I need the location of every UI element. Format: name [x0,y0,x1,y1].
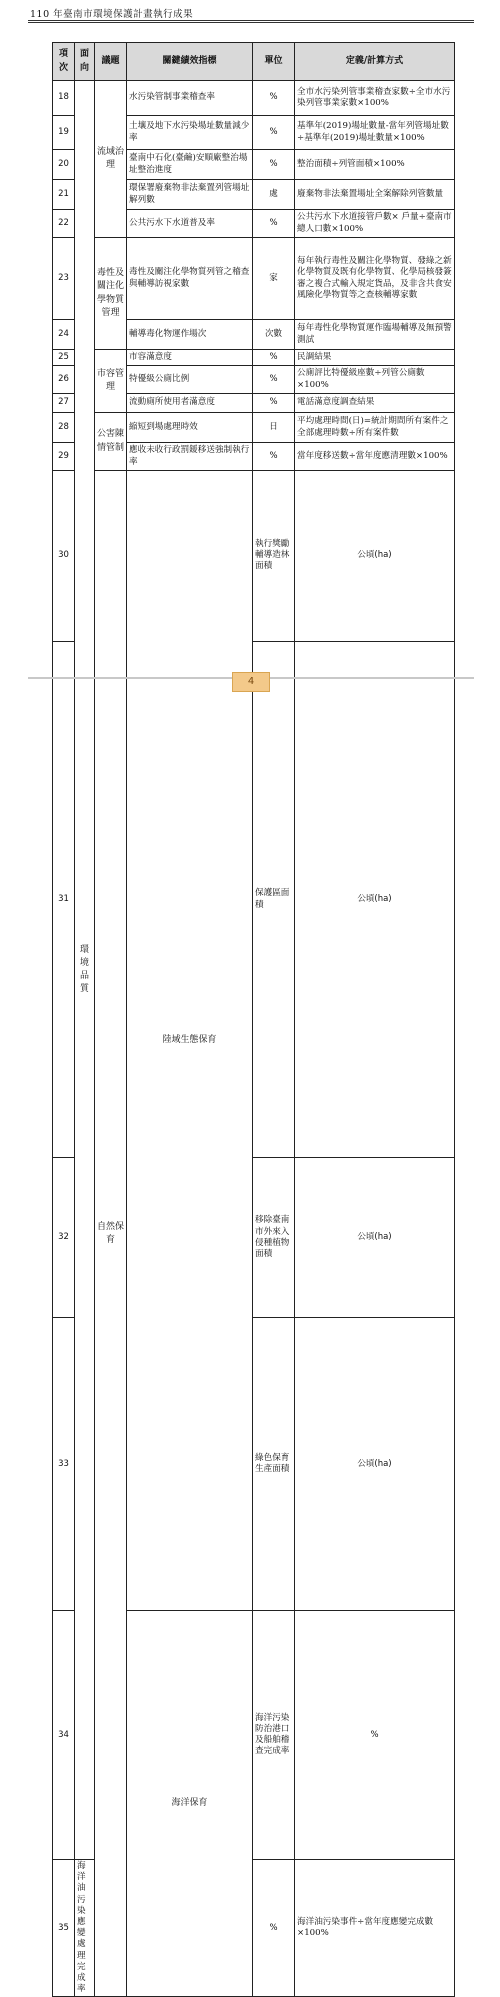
unit-cell: % [295,1611,455,1860]
unit-cell: 公頃(ha) [295,1158,455,1317]
table-row [53,238,455,320]
kpi-cell: 海洋油污染應變處理完成率 [75,1860,95,1997]
row-number: 30 [53,471,75,642]
kpi-cell: 公共污水下水道普及率 [127,210,253,238]
unit-cell: % [253,443,295,471]
kpi-cell: 綠色保育生產面積 [253,1317,295,1610]
unit-cell: 公頃(ha) [295,471,455,642]
definition-cell: 廢棄物非法棄置場址全案解除列管數量 [295,180,455,210]
unit-cell: 日 [253,413,295,443]
definition-cell: 每年毒性化學物質運作臨場輔導及無預警測試 [295,320,455,350]
document-header: 110 年臺南市環境保護計畫執行成果 [30,9,194,20]
header-rule [28,20,474,21]
row-number: 22 [53,210,75,238]
row-number: 21 [53,180,75,210]
definition-cell: 當年度移送數÷當年度應清理數×100% [295,443,455,471]
definition-cell: 公共污水下水道接管戶數× 戶量÷臺南市總人口數×100% [295,210,455,238]
topic-cell-land: 陸域生態保育 [127,471,253,1611]
row-number: 27 [53,394,75,413]
definition-cell: 海洋油污染事件÷當年度應變完成數×100% [295,1860,455,1997]
unit-cell: % [253,150,295,180]
kpi-cell: 執行獎勵輔導造林面積 [253,471,295,642]
row-number: 29 [53,443,75,471]
topic-cell-public: 公害陳情管制 [95,413,127,471]
col-header-face: 面向 [75,43,95,81]
unit-cell: 次數 [253,320,295,350]
kpi-cell: 流動廁所使用者滿意度 [127,394,253,413]
col-header-topic: 議題 [95,43,127,81]
kpi-table [52,42,455,1997]
row-number: 24 [53,320,75,350]
kpi-cell: 特優級公廁比例 [127,366,253,394]
kpi-cell: 輔導毒化物運作場次 [127,320,253,350]
kpi-cell: 土壤及地下水污染場址數量減少率 [127,116,253,150]
kpi-cell: 應收未收行政罰鍰移送強制執行率 [127,443,253,471]
face-cell-env: 環境品質 [75,81,95,1860]
definition-cell: 整治面積÷列管面積×100% [295,150,455,180]
unit-cell: 公頃(ha) [295,641,455,1158]
row-number: 34 [53,1611,75,1860]
col-header-no: 項次 [53,43,75,81]
row-number: 19 [53,116,75,150]
unit-cell: % [253,366,295,394]
unit-cell: 處 [253,180,295,210]
table-row [53,350,455,366]
row-number: 32 [53,1158,75,1317]
table-row [53,413,455,443]
topic-cell-toilet: 市容管理 [95,350,127,413]
unit-cell: 家 [253,238,295,320]
kpi-cell: 水污染管制事業稽查率 [127,81,253,116]
kpi-cell: 市容滿意度 [127,350,253,366]
kpi-cell: 縮短到場處理時效 [127,413,253,443]
col-header-def: 定義/計算方式 [295,43,455,81]
row-number: 20 [53,150,75,180]
unit-cell: % [253,116,295,150]
topic-cell-ocean: 海洋保育 [127,1611,253,1997]
row-number: 23 [53,238,75,320]
topic-cell-water: 流域治理 [95,81,127,238]
page-number: 4 [232,672,270,692]
row-number: 35 [53,1860,75,1997]
kpi-cell: 環保署廢棄物非法棄置列管場址解列數 [127,180,253,210]
unit-cell: % [253,210,295,238]
definition-cell: 全市水污染列管事業稽查家數÷全市水污染列管事業家數×100% [295,81,455,116]
definition-cell: 平均處理時間(日)=統計期間所有案件之全部處理時數÷所有案件數 [295,413,455,443]
row-number: 25 [53,350,75,366]
definition-cell: 民調結果 [295,350,455,366]
unit-cell: % [253,81,295,116]
row-number: 28 [53,413,75,443]
face-cell-nature: 自然保育 [95,471,127,1997]
row-number: 18 [53,81,75,116]
row-number: 31 [53,641,75,1158]
kpi-cell: 移除臺南市外來入侵種植物面積 [253,1158,295,1317]
definition-cell: 基準年(2019)場址數量-當年列管場址數÷基準年(2019)場址數量×100% [295,116,455,150]
kpi-cell: 保護區面積 [253,641,295,1158]
row-number: 26 [53,366,75,394]
unit-cell: % [253,1860,295,1997]
table-row [53,81,455,116]
kpi-cell: 臺南中石化(臺鹼)安順廠整治場址整治進度 [127,150,253,180]
kpi-cell: 海洋污染防治港口及船舶稽查完成率 [253,1611,295,1860]
table-header-row [53,43,455,81]
topic-cell-chem: 毒性及關注化學物質管理 [95,238,127,350]
row-number: 33 [53,1317,75,1610]
kpi-cell: 毒性及關注化學物質列管之稽查與輔導訪視家數 [127,238,253,320]
unit-cell: 公頃(ha) [295,1317,455,1610]
definition-cell: 公廁評比特優級座數÷列管公廁數×100% [295,366,455,394]
definition-cell: 每年執行毒性及關注化學物質、發綠之新化學物質及既有化學物質、化學局核發簽審之複合式輸入規定貨品，及非含共食安風險化學物質等之查核輔導家數 [295,238,455,320]
unit-cell: % [253,350,295,366]
header-rule-secondary [28,22,474,23]
col-header-kpi: 關鍵績效指標 [127,43,253,81]
col-header-unit: 單位 [253,43,295,81]
definition-cell: 電話滿意度調查結果 [295,394,455,413]
unit-cell: % [253,394,295,413]
table-row [53,471,455,642]
